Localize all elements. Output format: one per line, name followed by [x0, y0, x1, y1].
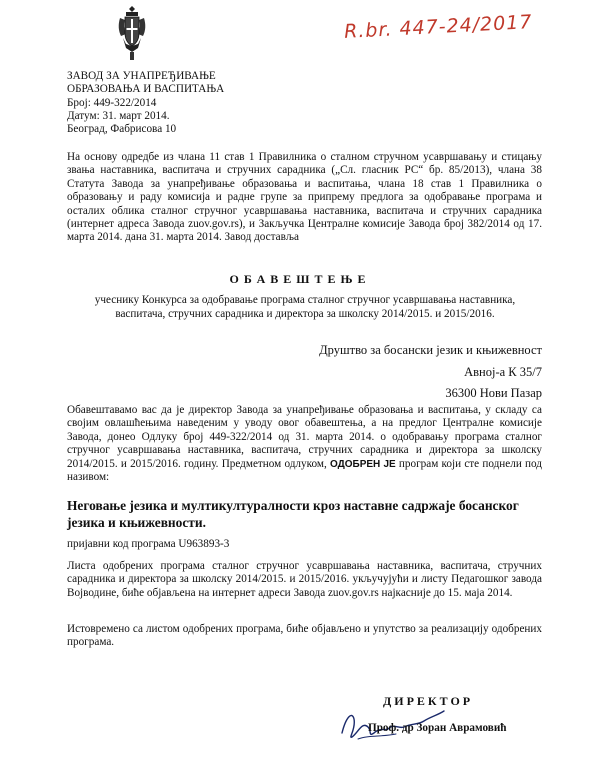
- director-name: Проф. др Зоран Аврамовић: [368, 722, 507, 734]
- handwritten-reference-number: R.br. 447-24/2017: [343, 11, 533, 43]
- recipient-street: Авној-а К 35/7: [464, 364, 542, 379]
- recipient-name: Друштво за босански језик и књижевност: [319, 343, 542, 357]
- document-date: Датум: 31. март 2014.: [67, 109, 170, 122]
- decision-text-end: програм који сте поднели под називом:: [67, 457, 542, 484]
- document-number: Број: 449-322/2014: [67, 96, 157, 109]
- program-title: Неговање језика и мултикултуралности кроз наставне садржаје босанског језика и књижевности.: [67, 498, 519, 530]
- decision-text-start: Обавештавамо вас да је директор Завода за унапређивање образовања и васпитања, у складу са својим овлашћењима наведеним у уводу овог обавештења, а на предлог Централне комисије Завода, донео Одлуку број 449-322/2014 од 31. марта 2014. о одобравању програма сталног стручног усавршавања наставника, васпитача, стручних сарадника и директора за школску 2014/2015. и 2015/2016. годину. Предметном одлуком,: [67, 404, 542, 470]
- institution-name-line1: ЗАВОД ЗА УНАПРЕЂИВАЊЕ: [67, 70, 216, 82]
- approved-phrase: ОДОБРЕН ЈЕ: [329, 458, 396, 470]
- recipient-block: [319, 340, 542, 405]
- director-title: ДИРЕКТОР: [383, 694, 474, 708]
- notice-title: ОБАВЕШТЕЊЕ: [229, 272, 371, 286]
- list-publication-paragraph: Листа одобрених програма сталног стручног усавршавања наставника, васпитача, стручних сарадника и директора за школску 2014/2015. и 2015/2016. укључујући и листу Педагошког завода Војводине, биће објављена на интернет адреси Завода zuov.gov.rs најкасније до 15. маја 2014.: [67, 560, 542, 599]
- notice-subtitle: учеснику Конкурса за одобравање програма сталног стручног усавршавања наставника, васпитача, стручних сарадника и директора за школску 2014/2015. и 2015/2016.: [94, 294, 516, 320]
- instructions-paragraph: Истовремено са листом одобрених програма, биће објављено и упутство за реализацију одобрених програма.: [67, 623, 542, 649]
- institution-address: Београд, Фабрисова 10: [67, 123, 177, 136]
- institution-name-line2: ОБРАЗОВАЊА И ВАСПИТАЊА: [67, 83, 225, 96]
- program-code: пријавни код програма U963893-3: [67, 538, 230, 550]
- coat-of-arms-icon: [117, 4, 147, 62]
- decision-paragraph: [67, 404, 542, 484]
- intro-paragraph: На основу одредбе из члана 11 став 1 Правилника о сталном стручном усавршавању и стицању звања наставника, васпитача и стручних сарадника („Сл. гласник РС“ бр. 85/2013), члана 38 Статута Завода за унапређивање образовања и васпитања, члана 18 став 1 Правилника о образовању и раду комисија и радне групе за припрему предлога за одобравање програма и осталих облика сталног стручног усавршавања наставника, васпитача и стручних сарадника (интернет адреса Завода zuov.gov.rs), и Закључка Централне комисије Завода број 382/2014 од 17. марта 2014. дана 31. марта 2014. Завод доставља: [67, 151, 542, 244]
- recipient-city: 36300 Нови Пазар: [445, 386, 542, 400]
- institution-header: [67, 70, 224, 136]
